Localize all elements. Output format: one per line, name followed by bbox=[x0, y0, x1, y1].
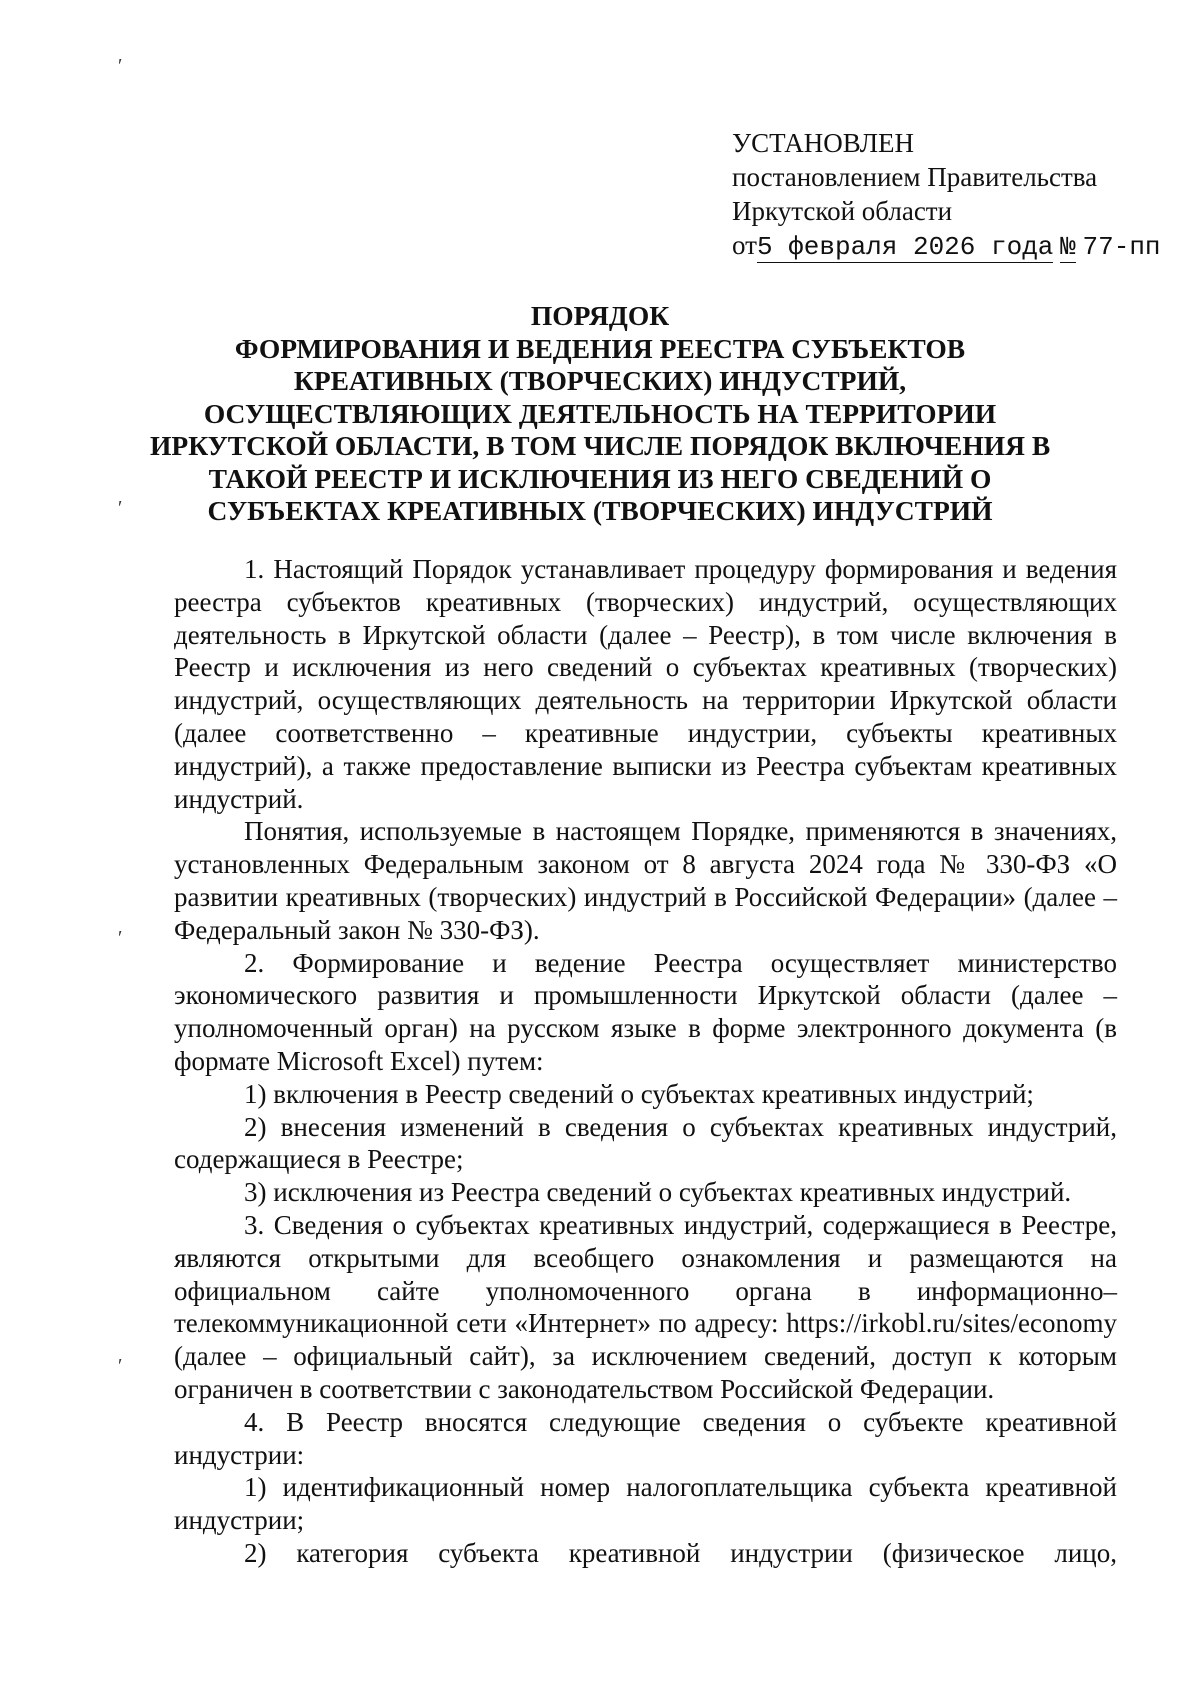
list-item: 3) исключения из Реестра сведений о субъектах креативных индустрий. bbox=[244, 1177, 1072, 1208]
title-line: ФОРМИРОВАНИЯ И ВЕДЕНИЯ РЕЕСТРА СУБЪЕКТОВ bbox=[234, 332, 966, 364]
number-sign: № bbox=[1060, 232, 1076, 262]
decree-number: 77-пп bbox=[1082, 232, 1161, 262]
list-item: 1) идентификационный номер налогоплательщика субъекта креативной индустрии; bbox=[174, 1472, 1117, 1536]
scan-dot-mark: ′ bbox=[118, 55, 123, 77]
document-title bbox=[150, 300, 1050, 528]
list-item: 2) категория субъекта креативной индустрии (физическое лицо, bbox=[244, 1537, 1117, 1568]
decree-date: 5 февраля 2026 года bbox=[756, 232, 1054, 262]
scan-dot-mark: ′ bbox=[118, 497, 123, 519]
title-line: СУБЪЕКТАХ КРЕАТИВНЫХ (ТВОРЧЕСКИХ) ИНДУСТРИЙ bbox=[207, 495, 993, 526]
approval-line-2: Иркутской области bbox=[732, 196, 953, 226]
title-line: ИРКУТСКОЙ ОБЛАСТИ, В ТОМ ЧИСЛЕ ПОРЯДОК ВКЛЮЧЕНИЯ В bbox=[150, 430, 1051, 461]
scan-dot-mark: ′ bbox=[118, 1355, 123, 1377]
paragraph: 1. Настоящий Порядок устанавливает процедуру формирования и ведения реестра субъектов креативных (творческих) индустрий, осуществляющих деятельность в Иркутской области (далее – Реестр), в том числе включения в Реестр и исключения из него сведений о субъектах креативных (творческих) индустрий, осуществляющих деятельность на территории Иркутской области (далее соответственно – креативные индустрии, субъекты креативных индустрий), а также предоставление выписки из Реестра субъектам креативных индустрий. bbox=[174, 554, 1117, 814]
approval-date-line bbox=[732, 228, 1161, 264]
title-line: ОСУЩЕСТВЛЯЮЩИХ ДЕЯТЕЛЬНОСТЬ НА ТЕРРИТОРИИ bbox=[203, 397, 997, 429]
title-line: КРЕАТИВНЫХ (ТВОРЧЕСКИХ) ИНДУСТРИЙ, bbox=[293, 365, 907, 396]
paragraph: Понятия, используемые в настоящем Порядке, применяются в значениях, установленных Федеральным законом от 8 августа 2024 года № 330-ФЗ «О развитии креативных (творческих) индустрий в Российской Федерации» (далее – Федеральный закон № 330-ФЗ). bbox=[174, 816, 1117, 945]
list-item: 2) внесения изменений в сведения о субъектах креативных индустрий, содержащиеся в Реестре; bbox=[174, 1111, 1117, 1175]
approval-stamp: УСТАНОВЛЕН bbox=[732, 128, 915, 158]
paragraph: 2. Формирование и ведение Реестра осуществляет министерство экономического развития и промышленности Иркутской области (далее – уполномоченный орган) на русском языке в форме электронного документа (в формате Microsoft Excel) путем: bbox=[174, 947, 1117, 1076]
list-item: 1) включения в Реестр сведений о субъектах креативных индустрий; bbox=[244, 1078, 1034, 1109]
approval-line-1: постановлением Правительства bbox=[732, 162, 1098, 192]
title-line: ТАКОЙ РЕЕСТР И ИСКЛЮЧЕНИЯ ИЗ НЕГО СВЕДЕНИЙ О bbox=[208, 462, 992, 494]
approval-block bbox=[732, 126, 1161, 264]
date-prefix: от bbox=[732, 230, 757, 260]
paragraph: 4. В Реестр вносятся следующие сведения о субъекте креативной индустрии: bbox=[174, 1406, 1117, 1470]
document-body bbox=[174, 553, 1117, 1570]
scan-dot-mark: ′ bbox=[118, 927, 123, 949]
title-line: ПОРЯДОК bbox=[530, 300, 670, 331]
paragraph: 3. Сведения о субъектах креативных индустрий, содержащиеся в Реестре, являются открытыми для всеобщего ознакомления и размещаются на официальном сайте уполномоченного органа в информационно–телекоммуникационной сети «Интернет» по адресу: https://irkobl.ru/sites/economy (далее – официальный сайт), за исключением сведений, доступ к которым ограничен в соответствии с законодательством Российской Федерации. bbox=[174, 1209, 1117, 1404]
